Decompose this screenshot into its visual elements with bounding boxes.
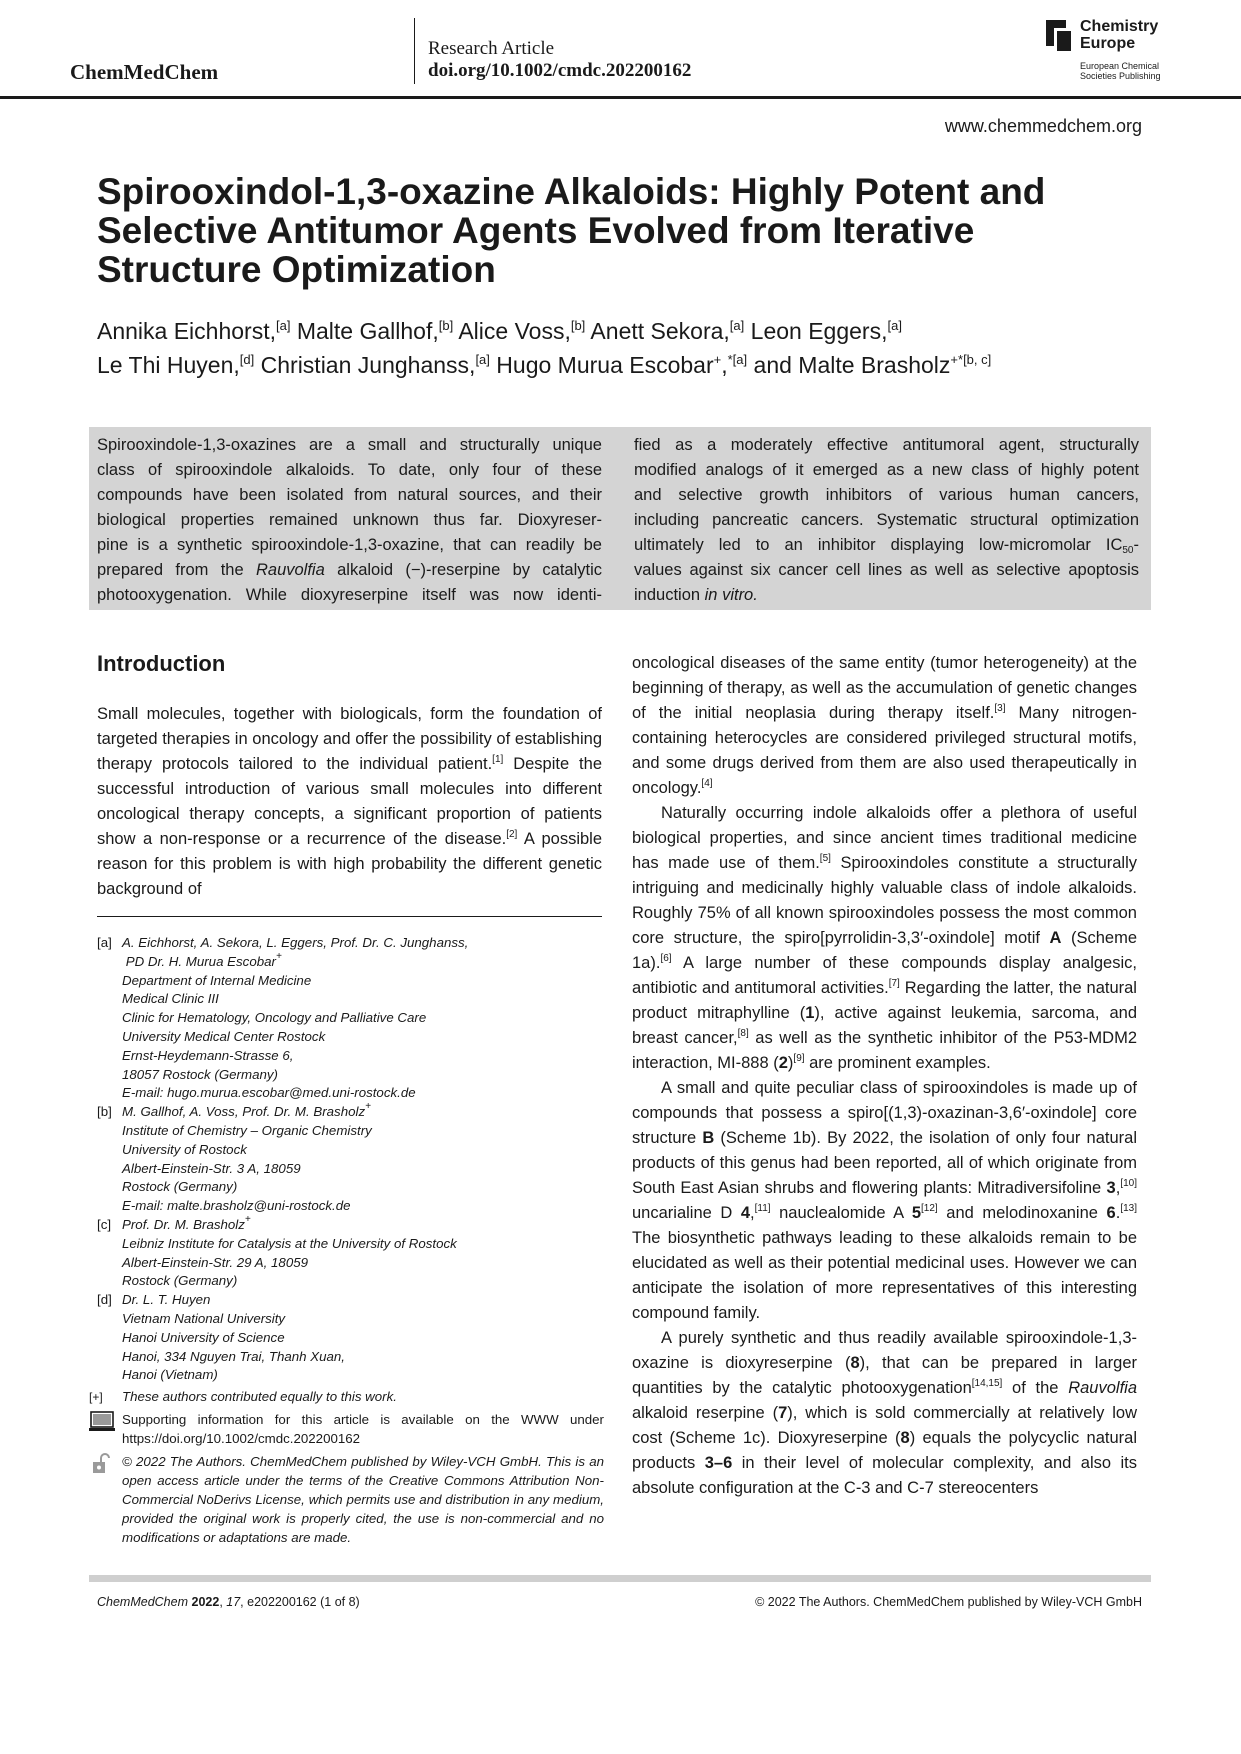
equal-contribution-note bbox=[89, 1387, 604, 1406]
equal-contribution-tag: [+] bbox=[89, 1390, 103, 1404]
affiliation-email-link[interactable]: E-mail: malte.brasholz@uni-rostock.de bbox=[122, 1198, 351, 1214]
affiliation-tag: [d] bbox=[97, 1292, 112, 1308]
chemistry-europe-logo-icon bbox=[1046, 20, 1074, 54]
body-text: ), which is sold commercially at relatively low cost (Scheme 1c). Dioxyreserpine ( bbox=[632, 1404, 1137, 1447]
header-doi-link[interactable]: doi.org/10.1002/cmdc.202200162 bbox=[428, 60, 692, 81]
monitor-icon bbox=[89, 1411, 115, 1433]
body-text: alkaloid reserpine ( bbox=[632, 1404, 779, 1422]
body-text: A small and quite peculiar class of spirooxindoles is made up of compounds that possess a spiro[(1,3)-oxazinan-3,6′-oxindole] core structure bbox=[632, 1079, 1137, 1147]
body-text: ), that can be prepared in larger quantities by the catalytic photooxygenation bbox=[632, 1354, 1137, 1397]
affiliation-line: Hanoi, 334 Nguyen Trai, Thanh Xuan, bbox=[122, 1348, 345, 1364]
title-line: Selective Antitumor Agents Evolved from Iterative bbox=[97, 210, 975, 251]
citation-ref[interactable]: [6] bbox=[660, 953, 672, 964]
citation-ref[interactable]: [14,15] bbox=[971, 1378, 1003, 1389]
journal-website-link[interactable]: www.chemmedchem.org bbox=[944, 116, 1142, 136]
license-text: © 2022 The Authors. ChemMedChem published by Wiley-VCH GmbH. This is an open access article under the terms of the Creative Commons Attribution Non-Commercial NoDerivs License, which permits use and distribution in any medium, provided the original work is properly cited, the use is non-commercial and no modifications or adaptations are made. bbox=[122, 1454, 604, 1545]
body-text: Spirooxindoles constitute a structurally intriguing and medicinally highly valuable class of indole alkaloids. Roughly 75% of all known spirooxindoles possess the most common core structure, the spiro[pyrrolidin-3,3′-oxindole] motif bbox=[632, 854, 1137, 947]
affiliation-line: Department of Internal Medicine bbox=[122, 972, 312, 988]
affiliation-email-link[interactable]: E-mail: hugo.murua.escobar@med.uni-rostock.de bbox=[122, 1085, 416, 1101]
affiliation-line: University of Rostock bbox=[122, 1141, 247, 1157]
affiliation-tag: [c] bbox=[97, 1216, 112, 1232]
open-access-lock-icon bbox=[89, 1453, 115, 1475]
body-text: , bbox=[750, 1204, 755, 1222]
citation-ref[interactable]: [12] bbox=[921, 1203, 938, 1214]
abstract-italic-text: Rauvolfia bbox=[255, 561, 325, 579]
author-name: Christian Junghanss, bbox=[254, 352, 476, 378]
affiliation-block bbox=[97, 934, 602, 1103]
chemistry-europe-logo[interactable] bbox=[1046, 18, 1176, 82]
header-divider bbox=[414, 18, 415, 84]
abstract-line: and selective growth inhibitors of various human cancers, bbox=[634, 486, 1139, 504]
logo-sub-line2: Societies Publishing bbox=[1080, 71, 1161, 81]
abstract-text: alkaloid (−)-reserpine by catalytic bbox=[324, 561, 602, 579]
compound-label: 6 bbox=[1106, 1204, 1116, 1222]
author-affiliation-sup: [d] bbox=[239, 352, 255, 367]
affiliation-text: M. Gallhof, A. Voss, Prof. Dr. M. Brasholz bbox=[122, 1104, 366, 1120]
author-name: and Malte Brasholz bbox=[747, 352, 951, 378]
abstract-left-column bbox=[97, 433, 602, 608]
citation-ref[interactable]: [2] bbox=[506, 829, 518, 840]
abstract-line: Spirooxindole-1,3-oxazines are a small and structurally unique bbox=[97, 436, 602, 454]
affiliation-line: Ernst-Heydemann-Strasse 6, bbox=[122, 1047, 294, 1063]
author-name: Leon Eggers, bbox=[744, 318, 888, 344]
compound-label: 8 bbox=[900, 1429, 910, 1447]
footer-copyright: © 2022 The Authors. ChemMedChem published by Wiley-VCH GmbH bbox=[755, 1595, 1142, 1609]
article-title bbox=[97, 172, 1147, 289]
supporting-info-text[interactable]: Supporting information for this article is available on the WWW under https://doi.org/10.1002/cmdc.202200162 bbox=[122, 1412, 604, 1446]
citation-ref[interactable]: [3] bbox=[994, 703, 1006, 714]
header-rule bbox=[0, 96, 1241, 99]
body-text: are prominent examples. bbox=[804, 1054, 991, 1072]
citation-ref[interactable]: [13] bbox=[1120, 1203, 1137, 1214]
body-text: uncarialine D bbox=[632, 1204, 741, 1222]
compound-label: 2 bbox=[778, 1054, 788, 1072]
abstract-line: photooxygenation. While dioxyreserpine itself was now identi- bbox=[97, 586, 602, 604]
compound-label: 3–6 bbox=[704, 1454, 733, 1472]
intro-left-column bbox=[97, 702, 602, 902]
body-paragraph bbox=[632, 651, 1137, 801]
footer-citation-rest: , 17, e202200162 (1 of 8) bbox=[219, 1595, 360, 1609]
abstract-right-column bbox=[634, 433, 1139, 608]
author-name: , bbox=[721, 352, 728, 378]
body-paragraph bbox=[632, 1076, 1137, 1326]
affiliation-block bbox=[97, 1103, 602, 1216]
body-text: A purely synthetic and thus readily available spirooxindole-1,3-oxazine is dioxyreserpine ( bbox=[632, 1329, 1137, 1372]
body-text: ) equals the polycyclic natural products bbox=[632, 1429, 1137, 1472]
body-text: . bbox=[1115, 1204, 1121, 1222]
author-affiliation-sup: +*[b, c] bbox=[950, 352, 992, 367]
body-text: (Scheme 1b). By 2022, the isolation of only four natural products of this genus had been reported, all of which originate from South East Asian shrubs and flowering plants: Mitradiversifoline bbox=[632, 1129, 1137, 1197]
body-text: A possible reason for this problem is with high probability the different genetic background of bbox=[97, 830, 603, 898]
affiliation-line: A. Eichhorst, A. Sekora, L. Eggers, Prof. Dr. C. Junghanss, bbox=[122, 935, 469, 950]
affiliation-line: M. Gallhof, A. Voss, Prof. Dr. M. Brasholz+ bbox=[122, 1101, 371, 1120]
affiliation-line: PD Dr. H. Murua Escobar+ bbox=[125, 950, 282, 969]
footnote-rule bbox=[97, 916, 602, 917]
body-text: ), active against leukemia, sarcoma, and breast cancer, bbox=[632, 1004, 1137, 1047]
affiliation-line: Dr. L. T. Huyen bbox=[122, 1292, 211, 1308]
author-affiliation-sup: [a] bbox=[729, 318, 745, 333]
abstract-text: induction bbox=[634, 586, 705, 604]
logo-sub-line1: European Chemical bbox=[1080, 61, 1160, 71]
abstract-line: compounds have been isolated from natural sources, and their bbox=[97, 486, 602, 504]
compound-label: B bbox=[702, 1129, 715, 1147]
body-text: (Scheme 1a). bbox=[632, 929, 1137, 972]
citation-ref[interactable]: [11] bbox=[754, 1203, 771, 1214]
license-note bbox=[89, 1452, 604, 1547]
body-text: Regarding the latter, the natural product mitraphylline ( bbox=[632, 979, 1137, 1022]
affiliation-block bbox=[97, 1213, 602, 1291]
body-text: Small molecules, together with biologicals, form the foundation of targeted therapies in oncology and offer the possibility of establishing therapy protocols tailored to the individual patient. bbox=[97, 705, 602, 773]
abstract-text: ultimately led to an inhibitor displaying low-micromolar IC bbox=[634, 536, 1123, 554]
intro-right-column bbox=[632, 651, 1137, 1501]
author-affiliation-sup: [b] bbox=[438, 318, 454, 333]
compound-label: 8 bbox=[850, 1354, 860, 1372]
citation-ref[interactable]: [1] bbox=[492, 754, 504, 765]
abstract-text: prepared from the bbox=[97, 561, 256, 579]
body-text: nauclealomide A bbox=[770, 1204, 912, 1222]
author-affiliation-sup: + bbox=[713, 352, 722, 367]
abstract-box bbox=[89, 427, 1151, 610]
citation-ref[interactable]: [8] bbox=[737, 1028, 749, 1039]
compound-label: 7 bbox=[778, 1404, 788, 1422]
body-text: The biosynthetic pathways leading to these alkaloids remain to be elucidated as well as their potential medicinal uses. However we can anticipate the isolation of more representatives of this interesting compound family. bbox=[632, 1229, 1137, 1322]
citation-ref[interactable]: [7] bbox=[888, 978, 900, 989]
author-line-2 bbox=[97, 348, 1157, 382]
body-text: as well as the synthetic inhibitor of the P53-MDM2 interaction, MI-888 ( bbox=[632, 1029, 1137, 1072]
affiliation-line: Rostock (Germany) bbox=[122, 1273, 238, 1289]
body-text: , bbox=[1115, 1179, 1121, 1197]
footer-volume: 17 bbox=[226, 1595, 241, 1609]
abstract-line bbox=[634, 533, 1139, 558]
footer-bar bbox=[89, 1575, 1151, 1582]
affiliation-text: Prof. Dr. M. Brasholz bbox=[122, 1216, 245, 1232]
affiliation-line: Institute of Chemistry – Organic Chemistry bbox=[122, 1122, 372, 1138]
citation-ref[interactable]: [9] bbox=[793, 1053, 805, 1064]
citation-ref[interactable]: [10] bbox=[1120, 1178, 1137, 1189]
affiliation-line: Medical Clinic III bbox=[122, 991, 219, 1007]
italic-text: Rauvolfia bbox=[1068, 1379, 1137, 1397]
author-list bbox=[97, 314, 1157, 382]
compound-label: A bbox=[1049, 929, 1062, 947]
footer-journal: ChemMedChem bbox=[97, 1595, 189, 1609]
footer-year: 2022 bbox=[191, 1595, 220, 1609]
body-text: Naturally occurring indole alkaloids offer a plethora of useful biological properties, and since ancient times traditional medicine has made use of them. bbox=[632, 804, 1137, 872]
affiliation-line: University Medical Center Rostock bbox=[122, 1028, 326, 1044]
body-text: of the bbox=[1002, 1379, 1069, 1397]
affiliation-line: Prof. Dr. M. Brasholz+ bbox=[122, 1213, 251, 1232]
abstract-line: class of spirooxindole alkaloids. To date, only four of these bbox=[97, 461, 602, 479]
logo-name-line1: Chemistry bbox=[1080, 18, 1159, 35]
citation-ref[interactable]: [5] bbox=[819, 853, 831, 864]
abstract-subscript: 50 bbox=[1122, 545, 1134, 556]
compound-label: 3 bbox=[1106, 1179, 1116, 1197]
affiliation-line: Albert-Einstein-Str. 3 A, 18059 bbox=[122, 1160, 301, 1176]
body-text: Many nitrogen-containing heterocycles are considered privileged structural motifs, and some drugs derived from them are also used therapeutically in oncology. bbox=[632, 704, 1137, 797]
body-text: A large number of these compounds display analgesic, antibiotic and antitumoral activities. bbox=[632, 954, 1137, 997]
note-text: These authors contributed equally to this work. bbox=[122, 1389, 397, 1404]
citation-ref[interactable]: [4] bbox=[701, 778, 713, 789]
body-text: ) bbox=[787, 1054, 794, 1072]
footnotes bbox=[89, 1387, 604, 1551]
footer-citation bbox=[97, 1595, 360, 1609]
author-name: Alice Voss, bbox=[453, 318, 571, 344]
abstract-line: modified analogs of it emerged as a new class of highly potent bbox=[634, 461, 1139, 479]
author-affiliation-sup: [a] bbox=[275, 318, 291, 333]
author-affiliation-sup: [a] bbox=[475, 352, 490, 367]
author-name: Anett Sekora, bbox=[585, 318, 730, 344]
abstract-line: including pancreatic cancers. Systematic structural optimization bbox=[634, 511, 1139, 529]
affiliation-line: Vietnam National University bbox=[122, 1310, 286, 1326]
body-text: in their level of molecular complexity, and also its absolute configuration at the C-3 and C-7 stereocenters bbox=[632, 1454, 1137, 1497]
affiliation-line: Hanoi (Vietnam) bbox=[122, 1367, 218, 1383]
affiliation-block bbox=[97, 1291, 602, 1385]
affiliation-line: Leibniz Institute for Catalysis at the University of Rostock bbox=[122, 1235, 457, 1251]
affiliation-tag: [a] bbox=[97, 935, 112, 950]
author-line-1 bbox=[97, 314, 1157, 348]
header-article-type: Research Article bbox=[428, 38, 555, 59]
compound-label: 5 bbox=[911, 1204, 922, 1222]
supporting-info-note bbox=[89, 1410, 604, 1448]
author-affiliation-sup: [b] bbox=[570, 318, 586, 333]
title-line: Structure Optimization bbox=[97, 249, 496, 290]
author-name: Malte Gallhof, bbox=[290, 318, 439, 344]
author-name: Annika Eichhorst, bbox=[97, 318, 276, 344]
body-text: Despite the successful introduction of various small molecules into different oncological therapy concepts, a significant proportion of patients show a non-response or a recurrence of the disease. bbox=[97, 755, 602, 848]
abstract-italic-text: in vitro. bbox=[704, 586, 758, 604]
body-paragraph bbox=[97, 702, 602, 902]
abstract-line bbox=[97, 558, 602, 583]
body-paragraph bbox=[632, 1326, 1137, 1501]
abstract-line: pine is a synthetic spirooxindole-1,3-oxazine, that can readily be bbox=[97, 536, 602, 554]
affiliation-tag: [b] bbox=[97, 1104, 112, 1120]
affiliation-line: 18057 Rostock (Germany) bbox=[122, 1066, 278, 1082]
compound-label: 4 bbox=[740, 1204, 751, 1222]
body-text: oncological diseases of the same entity (tumor heterogeneity) at the beginning of therapy, as well as the accumulation of genetic changes of the initial neoplasia during therapy itself. bbox=[632, 654, 1137, 722]
author-name: Le Thi Huyen, bbox=[97, 352, 240, 378]
author-affiliation-sup: *[a] bbox=[727, 352, 748, 367]
section-heading-introduction: Introduction bbox=[97, 651, 226, 676]
header-journal-name: ChemMedChem bbox=[70, 60, 219, 84]
compound-label: 1 bbox=[805, 1004, 815, 1022]
title-line: Spirooxindol-1,3-oxazine Alkaloids: Highly Potent and bbox=[97, 171, 1046, 212]
body-paragraph bbox=[632, 801, 1137, 1076]
abstract-line: values against six cancer cell lines as well as selective apoptosis bbox=[634, 561, 1139, 579]
affiliation-line: Albert-Einstein-Str. 29 A, 18059 bbox=[122, 1254, 309, 1270]
affiliation-text: PD Dr. H. Murua Escobar bbox=[125, 953, 276, 969]
abstract-line: fied as a moderately effective antitumoral agent, structurally bbox=[634, 436, 1139, 454]
author-affiliation-sup: [a] bbox=[887, 318, 902, 333]
affiliation-line: Hanoi University of Science bbox=[122, 1329, 285, 1345]
abstract-line: biological properties remained unknown thus far. Dioxyreser- bbox=[97, 511, 602, 529]
logo-name-line2: Europe bbox=[1080, 35, 1136, 52]
author-name: Hugo Murua Escobar bbox=[489, 352, 714, 378]
abstract-text: - bbox=[1133, 536, 1139, 554]
body-text: and melodinoxanine bbox=[937, 1204, 1107, 1222]
affiliation-line: Clinic for Hematology, Oncology and Palliative Care bbox=[122, 1010, 427, 1026]
affiliations bbox=[97, 934, 602, 1385]
affiliation-line: Rostock (Germany) bbox=[122, 1179, 238, 1195]
abstract-line bbox=[634, 583, 1139, 608]
